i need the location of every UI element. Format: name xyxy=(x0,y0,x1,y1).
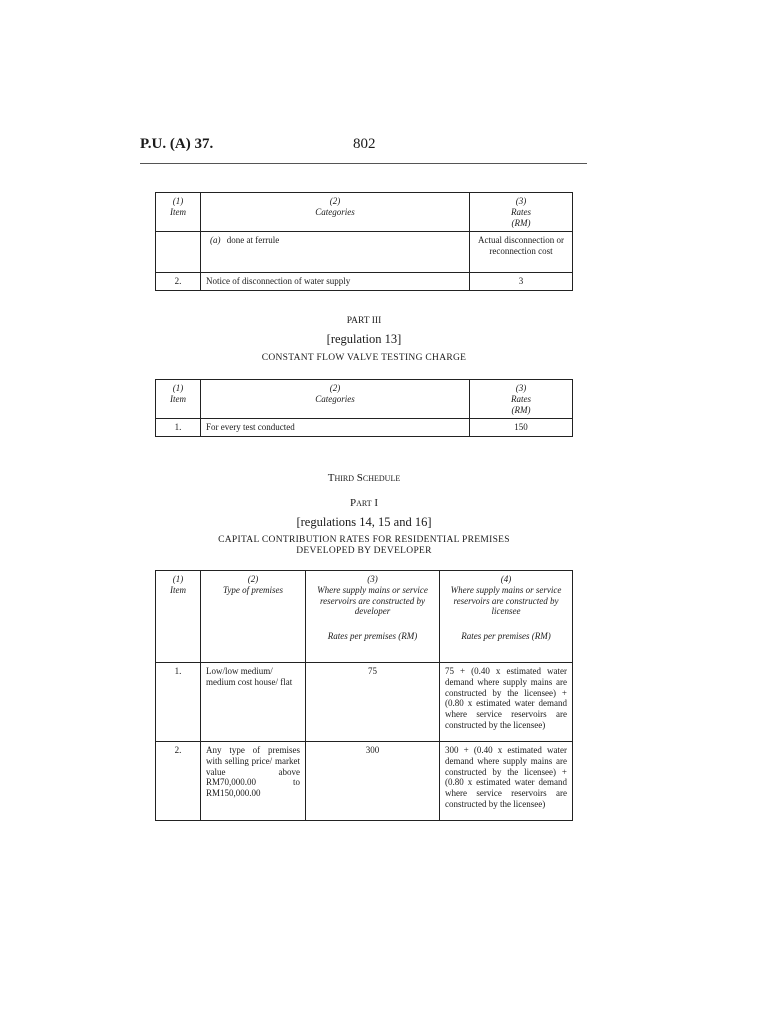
column-label: Rates xyxy=(511,393,531,404)
column-label: Item xyxy=(170,393,186,404)
rate-cell: Actual disconnection or reconnection cost xyxy=(470,232,573,273)
column-number: (3) xyxy=(367,574,378,584)
column-number: (2) xyxy=(247,574,259,584)
rate-cell: 150 xyxy=(470,419,573,437)
table-header-row xyxy=(156,571,573,663)
regulation-reference: [regulation 13] xyxy=(326,332,402,346)
column-number: (2) xyxy=(329,383,341,393)
column-number: (1) xyxy=(172,196,184,206)
column-label: Where supply mains or service reservoirs are constructed by licensee xyxy=(450,584,562,617)
part-heading: PART III xyxy=(346,316,382,326)
category-text: done at ferrule xyxy=(226,235,280,246)
category-cell: For every test conducted xyxy=(201,419,470,437)
column-unit: (RM) xyxy=(511,404,531,415)
column-number: (1) xyxy=(172,574,184,584)
item-cell: 2. xyxy=(156,742,201,821)
column-number: (1) xyxy=(172,383,184,393)
column-header-item xyxy=(156,380,201,419)
item-cell: 2. xyxy=(156,273,201,291)
table-row xyxy=(156,419,573,437)
schedule-heading: Third Schedule xyxy=(327,472,401,484)
table-row xyxy=(156,232,573,273)
column-header-categories xyxy=(201,380,470,419)
premises-type-cell: Low/low medium/ medium cost house/ flat xyxy=(201,663,306,742)
licensee-rate-cell: 300 + (0.40 x estimated water demand where supply mains are constructed by the licensee) + (0.80 x estimated water demand where service reservoirs are constructed by the licensee) xyxy=(440,742,573,821)
column-label: Item xyxy=(170,206,186,217)
column-unit: (RM) xyxy=(511,217,531,228)
column-label: Categories xyxy=(315,393,355,404)
disconnection-charges-table xyxy=(155,192,573,291)
column-header-developer-rates xyxy=(306,571,440,663)
table-header-row xyxy=(156,380,573,419)
column-header-item xyxy=(156,193,201,232)
category-cell xyxy=(201,232,470,273)
licensee-rate-cell: 75 + (0.40 x estimated water demand where supply mains are constructed by the licensee) + (0.80 x estimated water demand where service reservoirs are constructed by the licensee) xyxy=(440,663,573,742)
column-header-licensee-rates xyxy=(440,571,573,663)
capital-contribution-rates-table xyxy=(155,570,573,821)
column-label: Type of premises xyxy=(223,584,283,595)
item-cell xyxy=(156,232,201,273)
page-number: 802 xyxy=(353,136,376,152)
column-header-type-of-premises xyxy=(201,571,306,663)
column-header-rates xyxy=(470,380,573,419)
developer-rate-cell: 75 xyxy=(306,663,440,742)
column-header-rates xyxy=(470,193,573,232)
column-label: Where supply mains or service reservoirs are constructed by developer xyxy=(317,584,428,617)
column-label: Item xyxy=(170,584,186,595)
column-label: Categories xyxy=(315,206,355,217)
column-label: Rates xyxy=(511,206,531,217)
table-row xyxy=(156,742,573,821)
section-title: CONSTANT FLOW VALVE TESTING CHARGE xyxy=(261,353,467,363)
header-rule xyxy=(140,163,587,164)
table-row xyxy=(156,663,573,742)
premises-type-cell: Any type of premises with selling price/ market value above RM70,000.00 to RM150,000.00 xyxy=(201,742,306,821)
column-number: (4) xyxy=(500,574,512,584)
item-cell: 1. xyxy=(156,663,201,742)
regulation-reference: [regulations 14, 15 and 16] xyxy=(296,515,432,529)
category-cell: Notice of disconnection of water supply xyxy=(201,273,470,291)
column-sublabel: Rates per premises (RM) xyxy=(461,631,551,642)
item-cell: 1. xyxy=(156,419,201,437)
valve-testing-charge-table xyxy=(155,379,573,437)
column-header-categories xyxy=(201,193,470,232)
section-title-line-1: CAPITAL CONTRIBUTION RATES FOR RESIDENTIAL PREMISES xyxy=(218,535,510,545)
document-citation: P.U. (A) 37. xyxy=(140,136,214,152)
section-title-line-2: DEVELOPED BY DEVELOPER xyxy=(296,546,432,556)
column-number: (3) xyxy=(515,383,527,393)
column-header-item xyxy=(156,571,201,663)
column-number: (2) xyxy=(329,196,341,206)
table-header-row xyxy=(156,193,573,232)
sub-item-mark: (a) xyxy=(210,235,221,246)
part-heading: Part I xyxy=(349,497,379,509)
developer-rate-cell: 300 xyxy=(306,742,440,821)
rate-cell: 3 xyxy=(470,273,573,291)
table-row xyxy=(156,273,573,291)
column-number: (3) xyxy=(515,196,527,206)
column-sublabel: Rates per premises (RM) xyxy=(327,631,418,642)
